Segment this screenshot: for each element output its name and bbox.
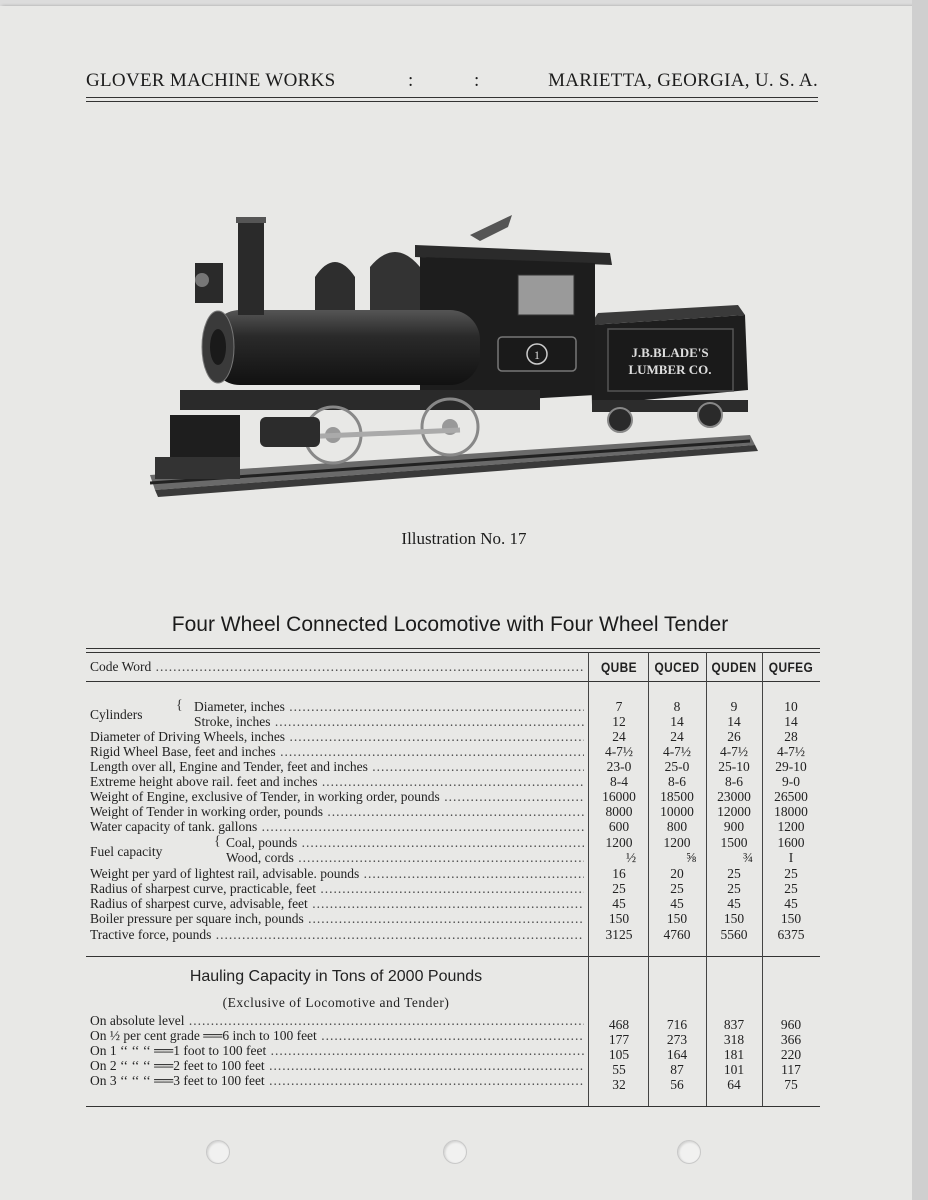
- brace: {: [214, 834, 221, 849]
- cell-value: 14: [670, 714, 684, 729]
- tender-lettering: J.B.BLADE'S: [631, 345, 709, 360]
- code-word: QUFEG: [768, 659, 814, 675]
- cell-value: 18000: [774, 804, 808, 819]
- row-label: Diameter, inches .....: [194, 699, 584, 715]
- fuel-capacity-label: Fuel capacity: [90, 844, 163, 859]
- row-label: Coal, pounds .....: [226, 835, 584, 851]
- cell-value: 12: [612, 714, 626, 729]
- cell-value: 29-10: [775, 759, 807, 774]
- cell-value: 26500: [774, 789, 808, 804]
- row-label: Wood, cords .....: [226, 850, 584, 866]
- cell-value: 5560: [720, 927, 748, 942]
- cell-value: 8000: [605, 804, 633, 819]
- cell-value: 25: [727, 881, 741, 896]
- cell-value: 14: [784, 714, 798, 729]
- punch-hole: [443, 1140, 467, 1164]
- company-name: GLOVER MACHINE WORKS: [86, 70, 336, 91]
- cell-value: 1200: [663, 835, 691, 850]
- code-word-label: Code Word .....: [90, 659, 584, 675]
- table-rule: [86, 652, 820, 653]
- cell-value: 8-6: [725, 774, 743, 789]
- table-row: [86, 850, 820, 866]
- table-row: [86, 927, 820, 943]
- cell-value: 3125: [605, 927, 633, 942]
- cell-value: 25: [784, 881, 798, 896]
- cell-value: 8: [673, 699, 681, 714]
- table-row: [86, 789, 820, 805]
- cell-value: 87: [670, 1062, 684, 1077]
- table-row: [86, 819, 820, 835]
- code-word: QUBE: [600, 659, 638, 675]
- cell-value: 105: [608, 1047, 630, 1062]
- cell-value: 64: [727, 1077, 741, 1092]
- cell-value: 16000: [602, 789, 636, 804]
- cell-value: 25-10: [718, 759, 750, 774]
- cell-value: 20: [670, 866, 684, 881]
- cell-value: 1200: [605, 835, 633, 850]
- page-edge: [912, 0, 928, 1200]
- cell-value: 23-0: [606, 759, 632, 774]
- code-word: QUDEN: [711, 659, 757, 675]
- cell-value: 7: [615, 699, 623, 714]
- table-rule: [86, 648, 820, 649]
- punch-hole: [206, 1140, 230, 1164]
- cell-value: 45: [612, 896, 626, 911]
- cell-value: 150: [608, 911, 630, 926]
- cell-value: 900: [723, 819, 745, 834]
- table-row: [86, 774, 820, 790]
- cell-value: 960: [780, 1017, 802, 1032]
- cell-value: 9-0: [782, 774, 800, 789]
- row-label: Tractive force, pounds .....: [90, 927, 584, 943]
- row-label: Radius of sharpest curve, advisable, feet .....: [90, 896, 584, 912]
- table-row: [86, 1013, 820, 1032]
- cell-value: 9: [730, 699, 738, 714]
- cell-value: ⅝: [685, 850, 697, 865]
- table-row: [86, 866, 820, 882]
- cell-value: 150: [780, 911, 802, 926]
- table-row: [86, 835, 820, 851]
- cell-value: 25: [670, 881, 684, 896]
- page-header: [86, 70, 818, 94]
- header-separator: :: [408, 70, 414, 91]
- table-row: [86, 744, 820, 760]
- cell-value: 150: [723, 911, 745, 926]
- cell-value: 164: [666, 1047, 688, 1062]
- table-row: [86, 759, 820, 775]
- header-separator: :: [474, 70, 480, 91]
- cell-value: 318: [723, 1032, 745, 1047]
- row-label: Radius of sharpest curve, practicable, feet .....: [90, 881, 584, 897]
- brace: {: [176, 698, 183, 713]
- cell-value: 800: [666, 819, 688, 834]
- table-rule: [86, 956, 820, 957]
- cell-value: 4-7½: [776, 744, 806, 759]
- cell-value: 468: [608, 1017, 630, 1032]
- cell-value: 8-4: [610, 774, 628, 789]
- row-label: Boiler pressure per square inch, pounds .....: [90, 911, 584, 927]
- cell-value: ½: [625, 850, 637, 865]
- row-label: On 3 ‘‘ ‘‘ ‘‘ ══3 feet to 100 feet .....: [90, 1073, 584, 1089]
- table-rule: [86, 681, 820, 682]
- row-label: Diameter of Driving Wheels, inches .....: [90, 729, 584, 745]
- table-row: [86, 1043, 820, 1062]
- hauling-subtitle: (Exclusive of Locomotive and Tender): [222, 995, 450, 1010]
- cell-value: 1500: [720, 835, 748, 850]
- cell-value: 24: [670, 729, 684, 744]
- cell-value: 117: [781, 1062, 801, 1077]
- row-label: Length over all, Engine and Tender, feet and inches .....: [90, 759, 584, 775]
- tender-lettering: LUMBER CO.: [628, 362, 712, 377]
- specifications-table: [86, 648, 820, 1110]
- cell-value: 4760: [663, 927, 691, 942]
- row-label: Rigid Wheel Base, feet and inches .....: [90, 744, 584, 760]
- cell-value: 75: [784, 1077, 798, 1092]
- table-row: [86, 1058, 820, 1077]
- table-row: [86, 1073, 820, 1092]
- cell-value: 150: [666, 911, 688, 926]
- cell-value: 220: [780, 1047, 802, 1062]
- table-row: [86, 729, 820, 745]
- cell-value: 25-0: [664, 759, 690, 774]
- row-label: On ½ per cent grade ══6 inch to 100 feet .....: [90, 1028, 584, 1044]
- table-row: [86, 1028, 820, 1047]
- cell-value: 181: [723, 1047, 745, 1062]
- cell-value: 1200: [777, 819, 805, 834]
- cell-value: 600: [608, 819, 630, 834]
- row-label: On absolute level .....: [90, 1013, 584, 1029]
- header-rule: [86, 97, 818, 98]
- cell-value: 25: [612, 881, 626, 896]
- section-title: Four Wheel Connected Locomotive with Four Wheel Tender: [171, 613, 729, 636]
- cell-value: 6375: [777, 927, 805, 942]
- punch-hole: [677, 1140, 701, 1164]
- cell-value: 273: [666, 1032, 688, 1047]
- table-row: [86, 911, 820, 927]
- cell-value: 4-7½: [604, 744, 634, 759]
- cell-value: 28: [784, 729, 798, 744]
- code-word-row: [86, 659, 820, 675]
- company-location: MARIETTA, GEORGIA, U. S. A.: [548, 70, 818, 91]
- cell-value: 101: [723, 1062, 745, 1077]
- cell-value: 837: [723, 1017, 745, 1032]
- cell-value: 26: [727, 729, 741, 744]
- row-label: Weight of Tender in working order, pounds .....: [90, 804, 584, 820]
- cell-value: 55: [612, 1062, 626, 1077]
- cell-value: 18500: [660, 789, 694, 804]
- cell-value: 45: [670, 896, 684, 911]
- cell-value: 45: [784, 896, 798, 911]
- cell-value: 716: [666, 1017, 688, 1032]
- table-row: [86, 804, 820, 820]
- cell-value: 1600: [777, 835, 805, 850]
- cell-value: 8-6: [668, 774, 686, 789]
- code-word: QUCED: [654, 659, 700, 675]
- cell-value: 25: [784, 866, 798, 881]
- cell-value: I: [788, 850, 794, 865]
- row-label: On 2 ‘‘ ‘‘ ‘‘ ══2 feet to 100 feet .....: [90, 1058, 584, 1074]
- table-row: [86, 896, 820, 912]
- cell-value: 45: [727, 896, 741, 911]
- cell-value: 32: [612, 1077, 626, 1092]
- locomotive-illustration: [150, 205, 760, 505]
- row-label: Weight per yard of lightest rail, advisable. pounds .....: [90, 866, 584, 882]
- cell-value: 12000: [717, 804, 751, 819]
- table-rule: [86, 1106, 820, 1107]
- cell-value: 4-7½: [719, 744, 749, 759]
- cell-value: 25: [727, 866, 741, 881]
- table-row: [86, 699, 820, 715]
- cell-value: 10: [784, 699, 798, 714]
- hauling-title: Hauling Capacity in Tons of 2000 Pounds: [189, 968, 483, 985]
- cab-number: 1: [534, 348, 540, 362]
- cell-value: 24: [612, 729, 626, 744]
- cell-value: 14: [727, 714, 741, 729]
- row-label: Water capacity of tank. gallons .....: [90, 819, 584, 835]
- cell-value: ¾: [742, 850, 754, 865]
- row-label: On 1 ‘‘ ‘‘ ‘‘ ══1 foot to 100 feet .....: [90, 1043, 584, 1059]
- cell-value: 23000: [717, 789, 751, 804]
- cell-value: 56: [670, 1077, 684, 1092]
- cell-value: 366: [780, 1032, 802, 1047]
- cell-value: 177: [608, 1032, 630, 1047]
- table-row: [86, 881, 820, 897]
- cylinders-label: Cylinders: [90, 707, 143, 722]
- cell-value: 16: [612, 866, 626, 881]
- cell-value: 10000: [660, 804, 694, 819]
- row-label: Weight of Engine, exclusive of Tender, in working order, pounds .....: [90, 789, 584, 805]
- illustration-caption: Illustration No. 17: [401, 529, 527, 548]
- row-label: Extreme height above rail. feet and inches .....: [90, 774, 584, 790]
- row-label: Stroke, inches .....: [194, 714, 584, 730]
- cell-value: 4-7½: [662, 744, 692, 759]
- table-row: [86, 714, 820, 730]
- header-rule: [86, 101, 818, 102]
